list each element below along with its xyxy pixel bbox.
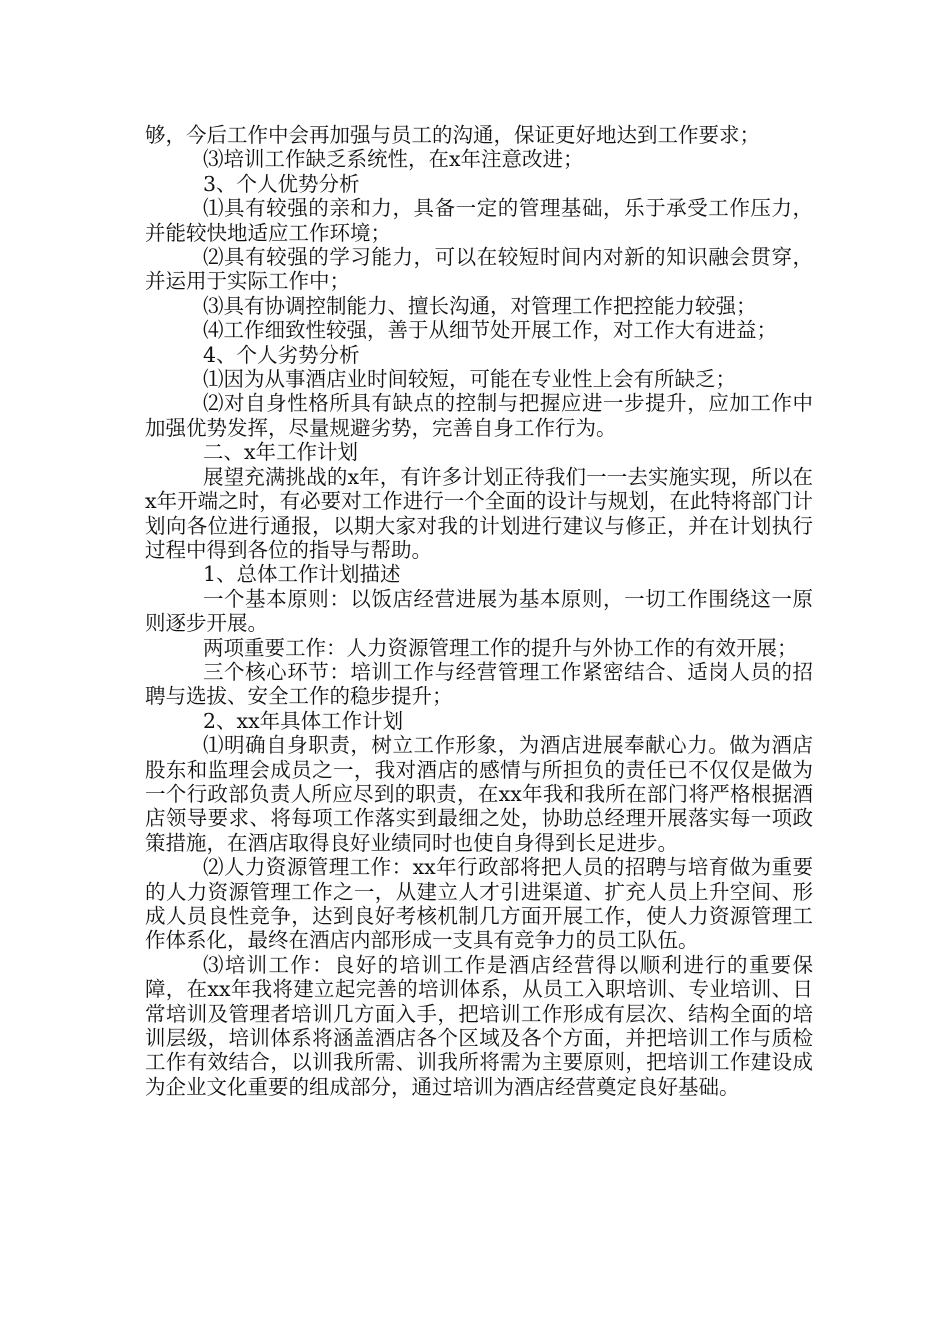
section-heading: 1、总体工作计划描述 xyxy=(203,562,401,587)
document-body xyxy=(145,123,813,1099)
paragraph: 一个基本原则：以饭店经营进展为基本原则，一切工作围绕这一原则逐步开展。 xyxy=(145,586,813,636)
paragraph: 两项重要工作：人力资源管理工作的提升与外协工作的有效开展； xyxy=(203,635,798,660)
paragraph: ⑵具有较强的学习能力，可以在较短时间内对新的知识融会贯穿，并运用于实际工作中； xyxy=(145,245,813,294)
paragraph: ⑶培训工作：良好的培训工作是酒店经营得以顺利进行的重要保障，在xx年我将建立起完善的培训体系，从员工入职培训、专业培训、日常培训及管理者培训几方面入手，把培训工作形成有层次、结构全面的培训层级，培训体系将涵盖酒店各个区域及各个方面，并把培训工作与质检工作有效结合，以训我所需、训我所将需为主要原则，把培训工作建设成为企业文化重要的组成部分，通过培训为酒店经营奠定良好基础。 xyxy=(145,952,813,1099)
paragraph: ⑵人力资源管理工作：xx年行政部将把人员的招聘与培育做为重要的人力资源管理工作之一，从建立人才引进渠道、扩充人员上升空间、形成人员良性竞争，达到良好考核机制几方面开展工作，使人力资源管理工作体系化，最终在酒店内部形成一支具有竞争力的员工队伍。 xyxy=(145,855,813,953)
section-heading: 二、x年工作计划 xyxy=(203,440,359,465)
section-heading: 2、xx年具体工作计划 xyxy=(203,708,404,733)
paragraph: ⑴明确自身职责，树立工作形象，为酒店进展奉献心力。做为酒店股东和监理会成员之一，我对酒店的感情与所担负的责任已不仅仅是做为一个行政部负责人所应尽到的职责，在xx年我和我所在部门将严格根据酒店领导要求、将每项工作落实到最细之处，协助总经理开展落实每一项政策措施，在酒店取得良好业绩同时也使自身得到长足进步。 xyxy=(145,733,813,855)
paragraph: ⑴因为从事酒店业时间较短，可能在专业性上会有所缺乏； xyxy=(203,367,736,392)
paragraph: ⑶培训工作缺乏系统性，在x年注意改进； xyxy=(203,147,584,172)
section-heading: 4、个人劣势分析 xyxy=(203,342,360,367)
paragraph: 三个核心环节：培训工作与经营管理工作紧密结合、适岗人员的招聘与选拔、安全工作的稳步提升； xyxy=(145,659,813,709)
paragraph: 展望充满挑战的x年，有许多计划正待我们一一去实施实现，所以在x年开端之时，有必要对工作进行一个全面的设计与规划，在此特将部门计划向各位进行通报，以期大家对我的计划进行建议与修正，并在计划执行过程中得到各位的指导与帮助。 xyxy=(145,464,813,562)
section-heading: 3、个人优势分析 xyxy=(203,171,360,196)
paragraph: 够，今后工作中会再加强与员工的沟通，保证更好地达到工作要求； xyxy=(145,123,760,147)
paragraph: ⑷工作细致性较强，善于从细节处开展工作，对工作大有进益； xyxy=(203,318,777,343)
paragraph: ⑴具有较强的亲和力，具备一定的管理基础，乐于承受工作压力，并能较快地适应工作环境； xyxy=(145,196,813,245)
paragraph: ⑵对自身性格所具有缺点的控制与把握应进一步提升，应加工作中加强优势发挥，尽量规避劣势，完善自身工作行为。 xyxy=(145,391,813,440)
paragraph: ⑶具有协调控制能力、擅长沟通，对管理工作把控能力较强； xyxy=(203,293,757,318)
